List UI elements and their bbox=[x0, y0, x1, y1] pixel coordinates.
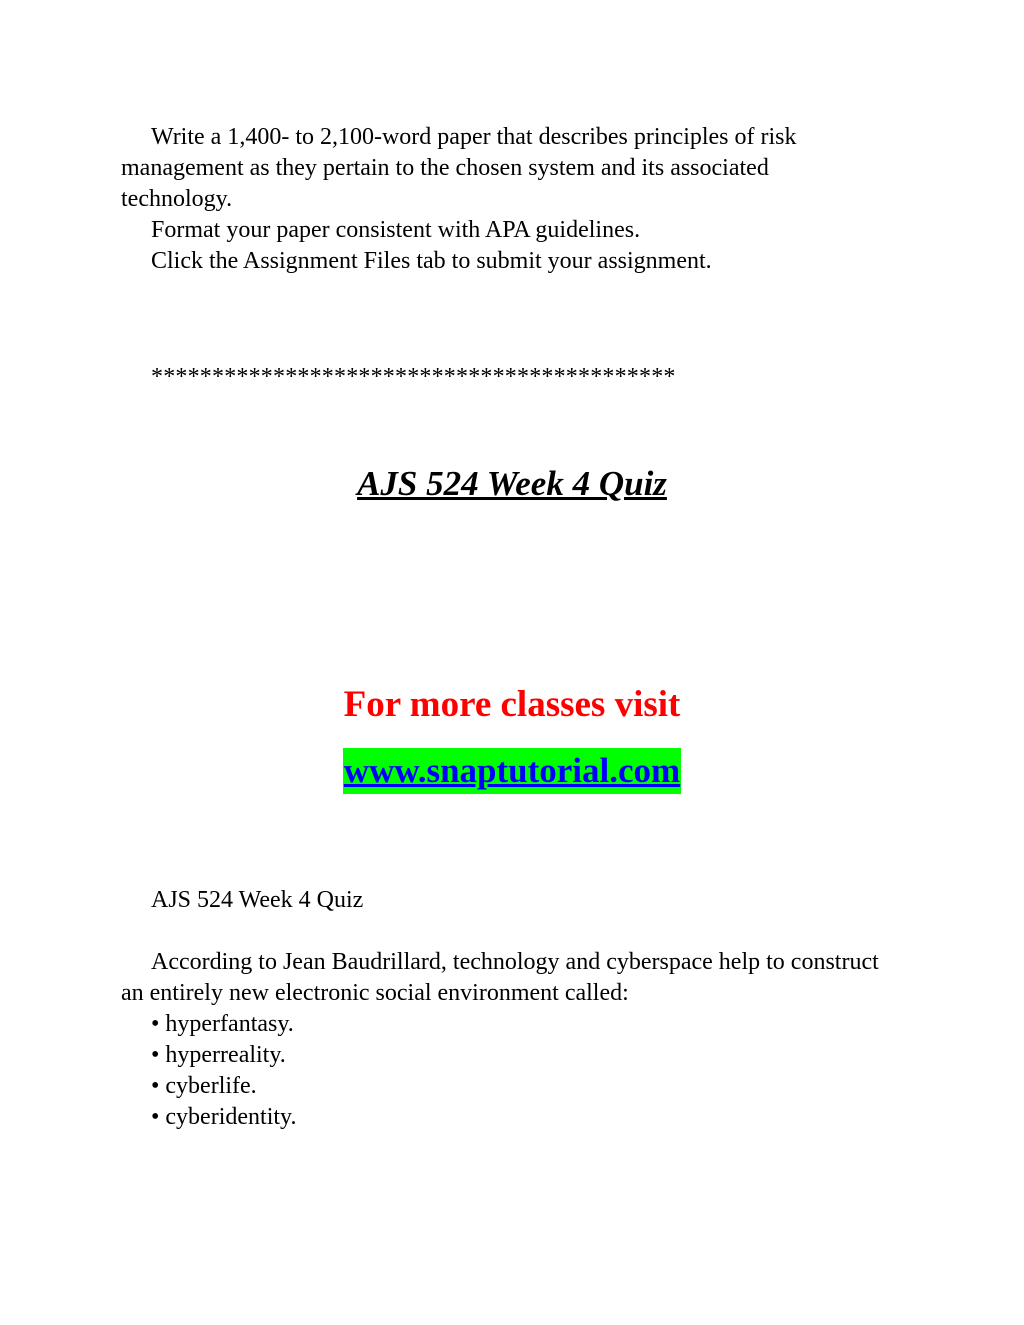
instruction-paragraph: Click the Assignment Files tab to submit your assignment. bbox=[151, 248, 712, 274]
answer-option: • cyberlife. bbox=[151, 1073, 257, 1099]
quiz-section bbox=[121, 885, 881, 1133]
quiz-question: According to Jean Baudrillard, technology and cyberspace help to construct an entirely new electronic social environment called: bbox=[121, 949, 879, 1006]
snaptutorial-link[interactable]: www.snaptutorial.com bbox=[343, 748, 681, 794]
promo-heading: For more classes visit bbox=[343, 684, 681, 725]
separator-line: ******************************************* bbox=[151, 364, 676, 390]
quiz-heading: AJS 524 Week 4 Quiz bbox=[357, 464, 667, 503]
answer-option: • cyberidentity. bbox=[151, 1104, 297, 1130]
instruction-paragraph: Format your paper consistent with APA guidelines. bbox=[151, 217, 641, 243]
quiz-section-title: AJS 524 Week 4 Quiz bbox=[151, 887, 364, 913]
answer-option: • hyperfantasy. bbox=[151, 1011, 294, 1037]
promo-link-container bbox=[0, 748, 1024, 794]
instruction-paragraph: Write a 1,400- to 2,100-word paper that describes principles of risk management as they pertain to the chosen system and its associated technology. bbox=[121, 124, 797, 212]
assignment-instructions bbox=[121, 122, 881, 277]
answer-option: • hyperreality. bbox=[151, 1042, 286, 1068]
